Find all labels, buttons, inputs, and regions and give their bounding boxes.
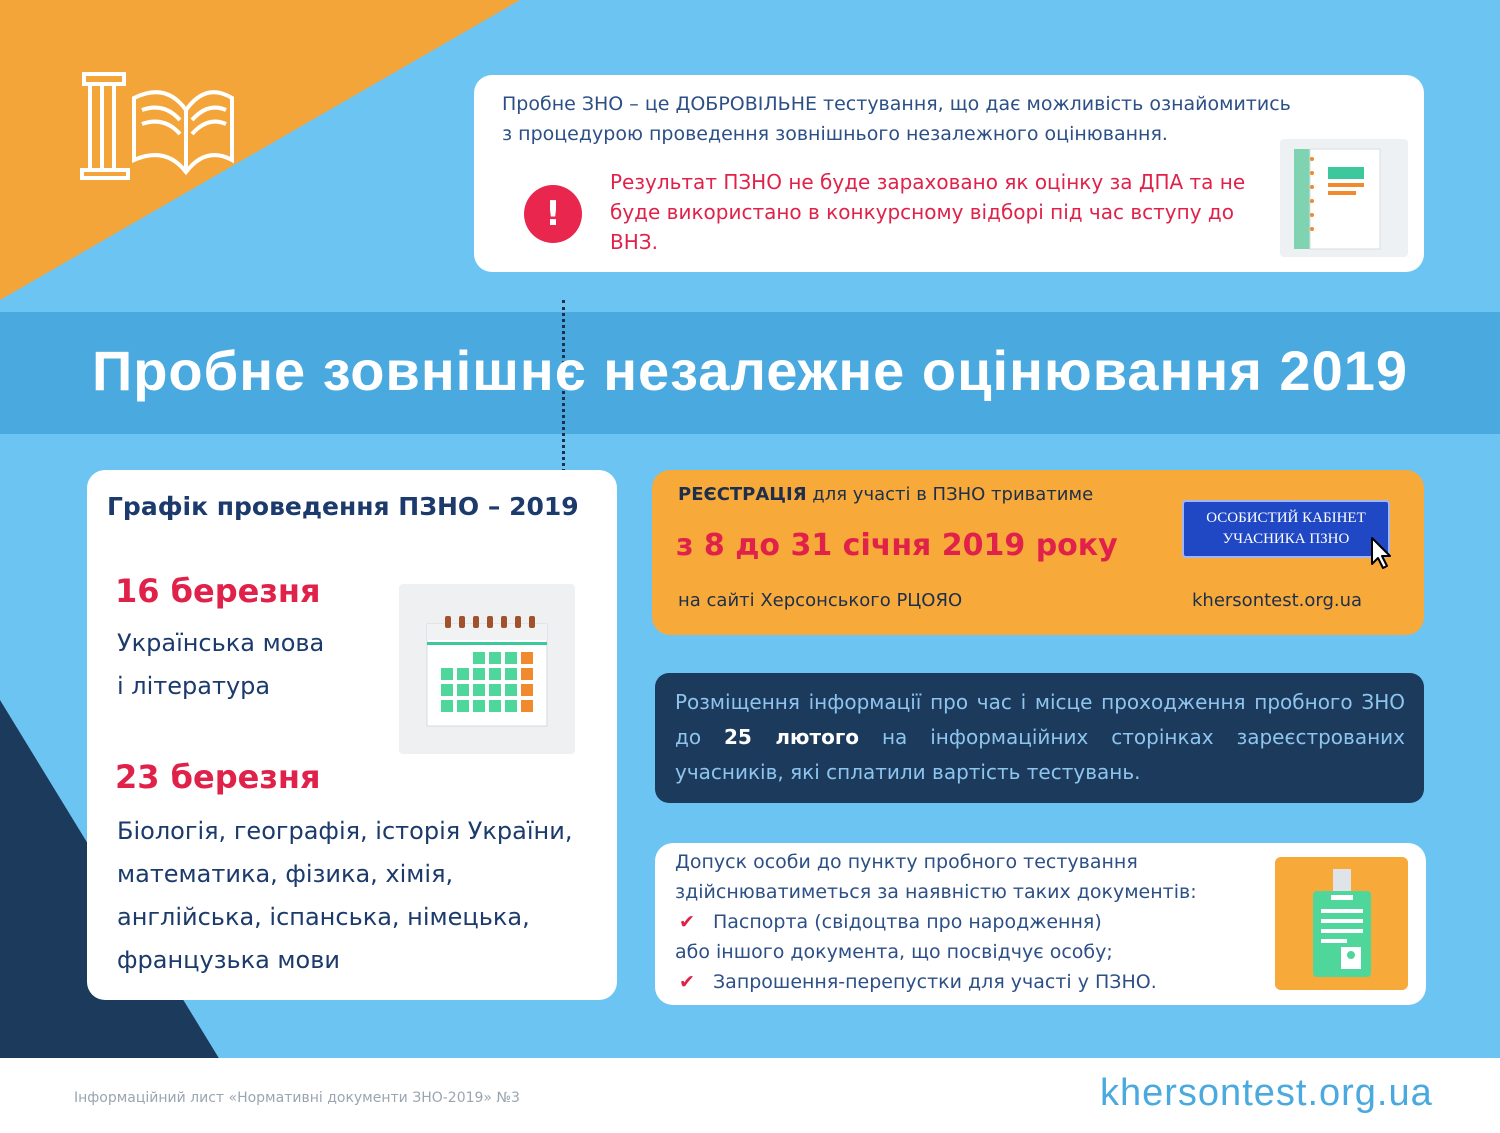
- exclamation-icon: !: [524, 185, 582, 243]
- documents-text: [675, 847, 1265, 997]
- placement-info-card: [655, 673, 1424, 803]
- documents-line: або іншого документа, що посвідчує особу;: [675, 941, 1113, 963]
- info-line-2: з процедурою проведення зовнішнього незалежного оцінювання.: [502, 123, 1168, 145]
- documents-item: [675, 967, 1265, 997]
- documents-line: здійснюватиметься за наявністю таких документів:: [675, 881, 1197, 903]
- registration-label-rest: для участі в ПЗНО триватиме: [806, 484, 1094, 505]
- main-title: Пробне зовнішнє незалежне оцінювання 2019: [91, 339, 1409, 402]
- info-line-1: Пробне ЗНО – це ДОБРОВІЛЬНЕ тестування, що дає можливість ознайомитись: [502, 93, 1291, 115]
- schedule-subjects-1: [117, 622, 397, 708]
- schedule-title: Графік проведення ПЗНО – 2019: [107, 492, 579, 521]
- registration-label-bold: РЕЄСТРАЦІЯ: [678, 484, 807, 505]
- subject-line: Біологія, географія, історія України,: [117, 817, 573, 845]
- registration-dates: з 8 до 31 січня 2019 року: [676, 528, 1118, 563]
- check-icon: ✔: [679, 971, 695, 993]
- documents-card: [655, 843, 1426, 1005]
- registration-site-note: на сайті Херсонського РЦОЯО: [678, 590, 963, 611]
- placement-text-b: на інформаційних сторінках зареєстрованих учасників, які сплатили вартість тестувань.: [675, 725, 1405, 784]
- subject-line: французька мови: [117, 946, 340, 974]
- placement-text-a: Розміщення інформації про час і місце проходження пробного ЗНО до: [675, 690, 1405, 749]
- book-columns-logo-icon: [76, 64, 236, 182]
- info-card: [474, 75, 1424, 272]
- placement-date: 25 лютого: [724, 725, 860, 749]
- schedule-date-1: 16 березня: [115, 572, 321, 610]
- documents-line: Допуск особи до пункту пробного тестування: [675, 851, 1138, 873]
- subject-line: англійська, іспанська, німецька,: [117, 903, 530, 931]
- subject-line: і література: [117, 672, 271, 700]
- documents-item-label: Паспорта (свідоцтва про народження): [713, 911, 1102, 933]
- footer: [0, 1058, 1500, 1133]
- subject-line: математика, фізика, хімія,: [117, 860, 454, 888]
- schedule-card: [87, 470, 617, 1000]
- warning-text: Результат ПЗНО не буде зараховано як оцінку за ДПА та не буде використано в конкурсному відборі під час вступу до ВНЗ.: [610, 170, 1246, 254]
- documents-item: [675, 907, 1265, 937]
- info-description: [502, 89, 1402, 149]
- documents-item-label: Запрошення-перепустки для участі у ПЗНО.: [713, 971, 1157, 993]
- subject-line: Українська мова: [117, 629, 325, 657]
- calendar-icon: [399, 584, 575, 754]
- registration-label: [678, 484, 1178, 505]
- button-line: ОСОБИСТИЙ КАБІНЕТ: [1206, 510, 1366, 526]
- mouse-cursor-icon: [1370, 536, 1394, 570]
- placement-info-text: [675, 685, 1405, 790]
- footer-note: Інформаційний лист «Нормативні документи ЗНО-2019» №3: [74, 1090, 520, 1106]
- notebook-icon: [1280, 139, 1408, 257]
- button-line: УЧАСНИКА ПЗНО: [1222, 531, 1350, 547]
- registration-card: [652, 470, 1424, 635]
- schedule-date-2: 23 березня: [115, 758, 321, 796]
- registration-url-link[interactable]: khersontest.org.ua: [1192, 590, 1363, 611]
- id-badge-icon: [1275, 857, 1408, 990]
- footer-site-link[interactable]: khersontest.org.ua: [1100, 1072, 1433, 1114]
- check-icon: ✔: [679, 911, 695, 933]
- personal-cabinet-button[interactable]: [1182, 500, 1390, 558]
- schedule-subjects-2: [117, 810, 607, 982]
